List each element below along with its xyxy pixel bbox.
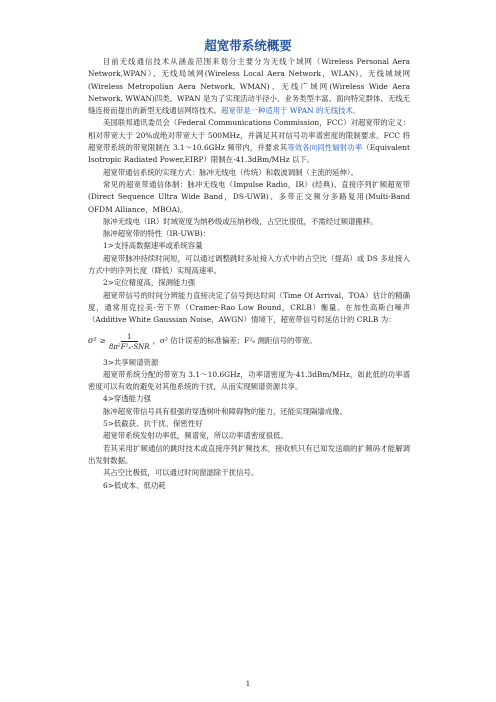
formula-denominator: 8π²F²ₑ·SNR: [108, 342, 150, 351]
feature-1-text: 超宽带脉冲持续时间短，可以通过调整跳时多址接入方式中的占空比（提高）或 DS 多址接入方式中的序列长度（降低）实现高速率。: [88, 253, 410, 276]
paragraph-wireless-networks: 目前无线通信技术从涵盖范围来划分主要分为无线个域网（Wireless Personal Aera Network,WPAN）、无线局域网(Wireless Local Aera Network，WLAN)、无线城域网(Wireless Metropolian Aera Network, WMAN)、无线广域网(Wireless Wide Aera Network, WWAN)四类。WPAN 是为了实现活动半径小、业务类型丰富、面向特定群体、无线无缝连接而提出的新型无线通信网络技术。超宽带是一种适用于 WPAN 的无线技术。: [88, 57, 410, 116]
feature-5-text-a: 超宽带系统发射功率低，频谱宽，所以功率谱密度很低。: [103, 431, 288, 441]
formula-lhs: σ²: [88, 336, 97, 346]
feature-2-text: 超宽带信号的时间分辨能力直接决定了信号到达时间（Time Of Arrival，TOA）估计的精确度，通常用克拉美-劳下界（Cramer-Rao Low Bound，CRLB）衡量。在加性高斯白噪声（Additive White Gaussian Noise，AWGN）情境下，超宽带信号时延估计的 CRLB 为：: [88, 290, 410, 325]
paragraph-fcc-definition: 美国联邦通讯委员会（Federal Communications Commission，FCC）对超宽带的定义：相对带宽大于 20%或绝对带宽大于 500MHz，并满足其对信号功率谱密度的限制要求。FCC 将超宽带系统的带宽限制在 3.1～10.6GHz 频带内，并要求其等效各向同性辐射功率（Equivalent Isotropic Radiated Power,EIRP）限制在-41.3dBm/MHz 以下。: [88, 118, 410, 165]
formula-explanation: ，σ² 估计误差的标准偏差；F²ₑ 测距信号的带宽。: [152, 336, 317, 346]
feature-4-text: 脉冲超宽带信号具有很强的穿透树叶和障碍物的能力，还能实现隔墙成像。: [103, 406, 347, 416]
highlight-uwb-wpan: 超宽带是一种适用于 WPAN 的无线技术。: [221, 106, 361, 116]
document-title: 超宽带系统概要: [204, 38, 292, 53]
feature-1-heading: 1>支持高数据速率或系统容量: [103, 241, 203, 251]
feature-4-heading: 4>穿透能力强: [103, 394, 151, 404]
formula-relation: ≥: [99, 336, 106, 346]
feature-6-heading: 6>低成本、低功耗: [103, 480, 166, 490]
feature-5-text-c: 其占空比极低，可以通过时间窗滤除干扰信号。: [103, 468, 259, 478]
feature-3-text: 超宽带系统分配的带宽为 3.1～10.6GHz，功率谱密度为-41.3dBm/MHz，如此低的功率谱密度可以有效的避免对其他系统的干扰，从而实现频谱资源共享。: [88, 369, 410, 392]
formula-fraction: [109, 332, 150, 352]
formula-numerator: 1: [121, 332, 138, 342]
paragraph-implementation: 超宽带通信系统的实现方式：脉冲无线电（传统）和载波调制（主流的延伸）。: [103, 167, 358, 177]
page-number: 1: [245, 680, 251, 688]
feature-3-heading: 3>共享频谱资源: [103, 357, 159, 367]
highlight-eirp: 等效各向同性辐射功率: [287, 143, 363, 153]
feature-2-heading: 2>定位精度高，探测能力强: [103, 278, 196, 288]
crlb-formula: [88, 329, 410, 355]
paragraph-common-schemes: 常见的超宽带通信体制：脉冲无线电（Impulse Radio，IR）(经典)、直接序列扩频超宽带(Direct Sequence Ultra Wide Band，DS-UWB)、多带正交频分多路复用(Multi-Band OFDM Alliance，MBOA)。: [88, 179, 410, 214]
paragraph-ir-definition: 脉冲无线电（IR）时域宽度为纳秒级或压纳秒级，占空比很低，不需经过频谱搬移。: [103, 216, 378, 226]
feature-5-text-b: 若其采用扩频通信的跳时技术或直接序列扩频技术，接收机只有已知发送端的扩频码才能解调出发射数据。: [88, 443, 410, 465]
paragraph-ir-features: 脉冲超宽带的特性（IR-UWB)：: [103, 229, 211, 239]
feature-5-heading: 5>低截获、抗干扰、保密性好: [103, 419, 203, 429]
document-body: [88, 56, 410, 492]
